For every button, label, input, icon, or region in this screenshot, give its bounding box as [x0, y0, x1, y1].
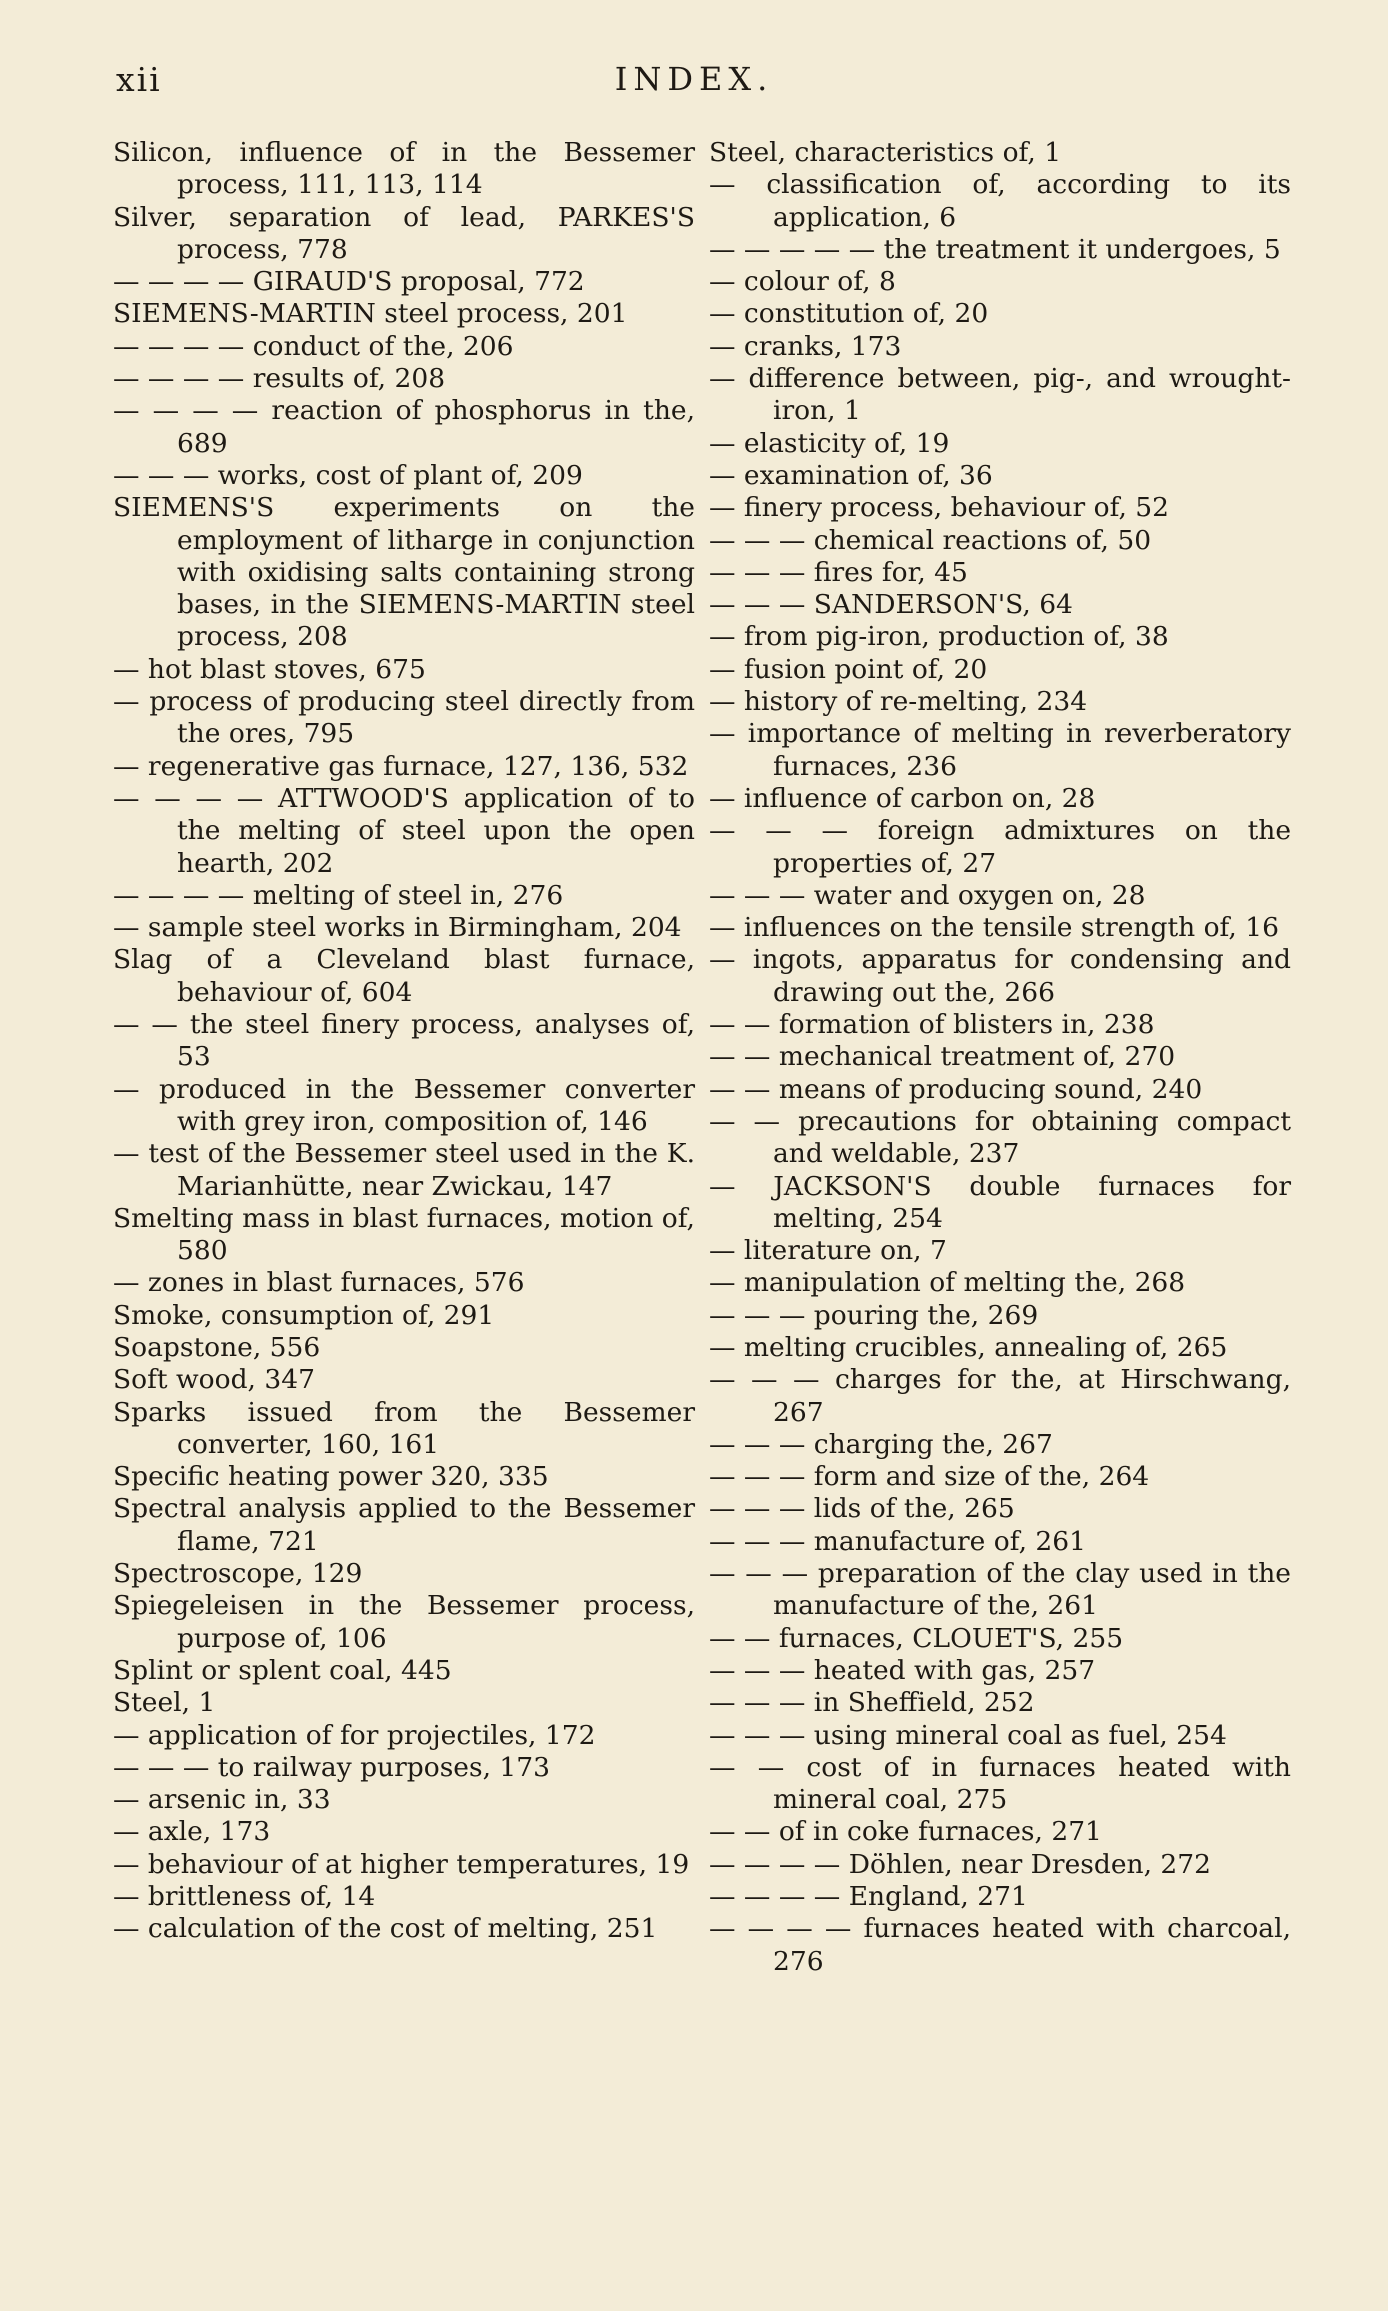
index-entry: Steel, characteristics of, 1 — [709, 137, 1062, 168]
index-entry: Steel, 1 — [113, 1687, 216, 1719]
index-entry: — — — using mineral coal as fuel, 254 — [709, 1719, 1227, 1751]
index-entry: — — mechanical treatment of, 270 — [709, 1041, 1176, 1073]
index-entry: — — — charges for the, at Hirschwang, 267 — [709, 1364, 1291, 1428]
index-entry: — — — chemical reactions of, 50 — [709, 524, 1152, 556]
index-entry: Spiegeleisen in the Bessemer process, purpose of, 106 — [113, 1590, 695, 1654]
index-entry: — literature on, 7 — [709, 1235, 947, 1267]
index-entry: — — — fires for, 45 — [709, 556, 968, 588]
index-entry: — history of re-melting, 234 — [709, 686, 1088, 718]
index-entry: — — — manufacture of, 261 — [709, 1525, 1087, 1557]
index-entry: — process of producing steel directly from the ores, 795 — [113, 686, 695, 750]
index-entry: — brittleness of, 14 — [113, 1881, 376, 1913]
page-title: INDEX. — [614, 60, 774, 98]
index-entry: — — — works, cost of plant of, 209 — [113, 459, 583, 491]
index-entry: — — — charging the, 267 — [709, 1428, 1053, 1460]
index-entry: Smoke, consumption of, 291 — [113, 1299, 495, 1331]
index-entry: — — — — results of, 208 — [113, 363, 446, 395]
index-entry: — test of the Bessemer steel used in the K. Marianhütte, near Zwickau, 147 — [113, 1138, 695, 1202]
index-entry: — manipulation of melting the, 268 — [709, 1267, 1186, 1299]
index-entry: Soapstone, 556 — [113, 1331, 321, 1363]
index-entry: — cranks, 173 — [709, 330, 902, 362]
index-entry: — classification of, according to its application, 6 — [709, 169, 1291, 233]
index-entry: — melting crucibles, annealing of, 265 — [709, 1331, 1228, 1363]
index-entry: — axle, 173 — [113, 1816, 271, 1848]
index-entry: — — — lids of the, 265 — [709, 1493, 1015, 1525]
index-entry: — influences on the tensile strength of, 16 — [709, 912, 1279, 944]
index-entry: — difference between, pig-, and wrought-iron, 1 — [709, 363, 1291, 427]
index-entry: — behaviour of at higher temperatures, 19 — [113, 1848, 690, 1880]
index-entry: — — — — conduct of the, 206 — [113, 330, 514, 362]
index-entry: — — means of producing sound, 240 — [709, 1073, 1203, 1105]
index-entry: — — the steel finery process, analyses of, 53 — [113, 1009, 695, 1073]
index-entry: — constitution of, 20 — [709, 298, 989, 330]
index-entry: — — — heated with gas, 257 — [709, 1654, 1096, 1686]
index-column-right — [709, 137, 1291, 1978]
index-entry: — — — to railway purposes, 173 — [113, 1751, 551, 1783]
index-entry: — fusion point of, 20 — [709, 653, 988, 685]
index-entry: Splint or splent coal, 445 — [113, 1654, 452, 1686]
index-entry: — — — pouring the, 269 — [709, 1299, 1039, 1331]
index-entry: SIEMENS-MARTIN steel process, 201 — [113, 298, 628, 330]
index-entry: SIEMENS'S experiments on the employment of litharge in conjunction with oxidising salts containing strong bases, in the SIEMENS-MARTIN steel process, 208 — [113, 492, 695, 653]
index-entry: — — of in coke furnaces, 271 — [709, 1816, 1102, 1848]
index-column-left — [113, 137, 695, 1946]
index-entry: — from pig-iron, production of, 38 — [709, 621, 1169, 653]
index-entry: — — precautions for obtaining compact and weldable, 237 — [709, 1105, 1291, 1170]
index-entry: Smelting mass in blast furnaces, motion of, 580 — [113, 1202, 695, 1267]
page-header — [0, 60, 1388, 110]
index-entry: — application of for projectiles, 172 — [113, 1719, 596, 1751]
index-entry: — elasticity of, 19 — [709, 427, 950, 459]
index-entry: — regenerative gas furnace, 127, 136, 532 — [113, 750, 689, 782]
index-entry: — arsenic in, 33 — [113, 1784, 331, 1816]
index-entry: — hot blast stoves, 675 — [113, 653, 426, 685]
index-entry: — colour of, 8 — [709, 266, 896, 298]
index-entry: — — cost of in furnaces heated with mineral coal, 275 — [709, 1751, 1291, 1816]
index-entry: — — — — GIRAUD'S proposal, 772 — [113, 266, 585, 298]
index-entry: — — — in Sheffield, 252 — [709, 1687, 1035, 1719]
index-entry: — — — — England, 271 — [709, 1881, 1028, 1913]
index-entry: — — — preparation of the clay used in the manufacture of the, 261 — [709, 1558, 1291, 1622]
index-entry: — JACKSON'S double furnaces for melting, 254 — [709, 1170, 1291, 1234]
index-entry: — sample steel works in Birmingham, 204 — [113, 912, 682, 944]
index-entry: Sparks issued from the Bessemer converter, 160, 161 — [113, 1396, 695, 1460]
index-entry: — ingots, apparatus for condensing and drawing out the, 266 — [709, 944, 1291, 1008]
index-entry: — — — SANDERSON'S, 64 — [709, 589, 1073, 621]
index-entry: — — — — — the treatment it undergoes, 5 — [709, 233, 1281, 265]
index-entry: Specific heating power 320, 335 — [113, 1461, 549, 1493]
index-entry: — — — — melting of steel in, 276 — [113, 879, 564, 911]
index-entry: — — — — reaction of phosphorus in the, 689 — [113, 395, 695, 459]
index-entry: Silicon, influence of in the Bessemer process, 111, 113, 114 — [113, 137, 695, 201]
index-entry: — — — foreign admixtures on the properties of, 27 — [709, 815, 1291, 879]
index-entry: Spectroscope, 129 — [113, 1558, 363, 1590]
index-entry: — — — water and oxygen on, 28 — [709, 879, 1146, 911]
index-entry: — zones in blast furnaces, 576 — [113, 1267, 525, 1299]
index-entry: — — furnaces, CLOUET'S, 255 — [709, 1622, 1124, 1654]
index-entry: Soft wood, 347 — [113, 1364, 315, 1396]
index-entry: Slag of a Cleveland blast furnace, behaviour of, 604 — [113, 944, 695, 1008]
index-entry: Spectral analysis applied to the Bessemer flame, 721 — [113, 1493, 695, 1557]
page-number: xii — [116, 60, 162, 99]
index-entry: — — — — ATTWOOD'S application of to the melting of steel upon the open hearth, 202 — [113, 782, 695, 879]
index-entry: — — — — furnaces heated with charcoal, 276 — [709, 1913, 1291, 1977]
index-entry: — produced in the Bessemer converter with grey iron, composition of, 146 — [113, 1073, 695, 1137]
index-entry: — calculation of the cost of melting, 251 — [113, 1913, 658, 1945]
index-entry: — — — — Döhlen, near Dresden, 272 — [709, 1848, 1212, 1880]
index-entry: — examination of, 36 — [709, 459, 993, 491]
index-entry: Silver, separation of lead, PARKES'S process, 778 — [113, 201, 695, 265]
index-entry: — influence of carbon on, 28 — [709, 782, 1096, 814]
index-entry: — finery process, behaviour of, 52 — [709, 492, 1170, 524]
index-entry: — — formation of blisters in, 238 — [709, 1009, 1155, 1041]
index-entry: — importance of melting in reverberatory furnaces, 236 — [709, 718, 1291, 782]
index-entry: — — — form and size of the, 264 — [709, 1461, 1150, 1493]
